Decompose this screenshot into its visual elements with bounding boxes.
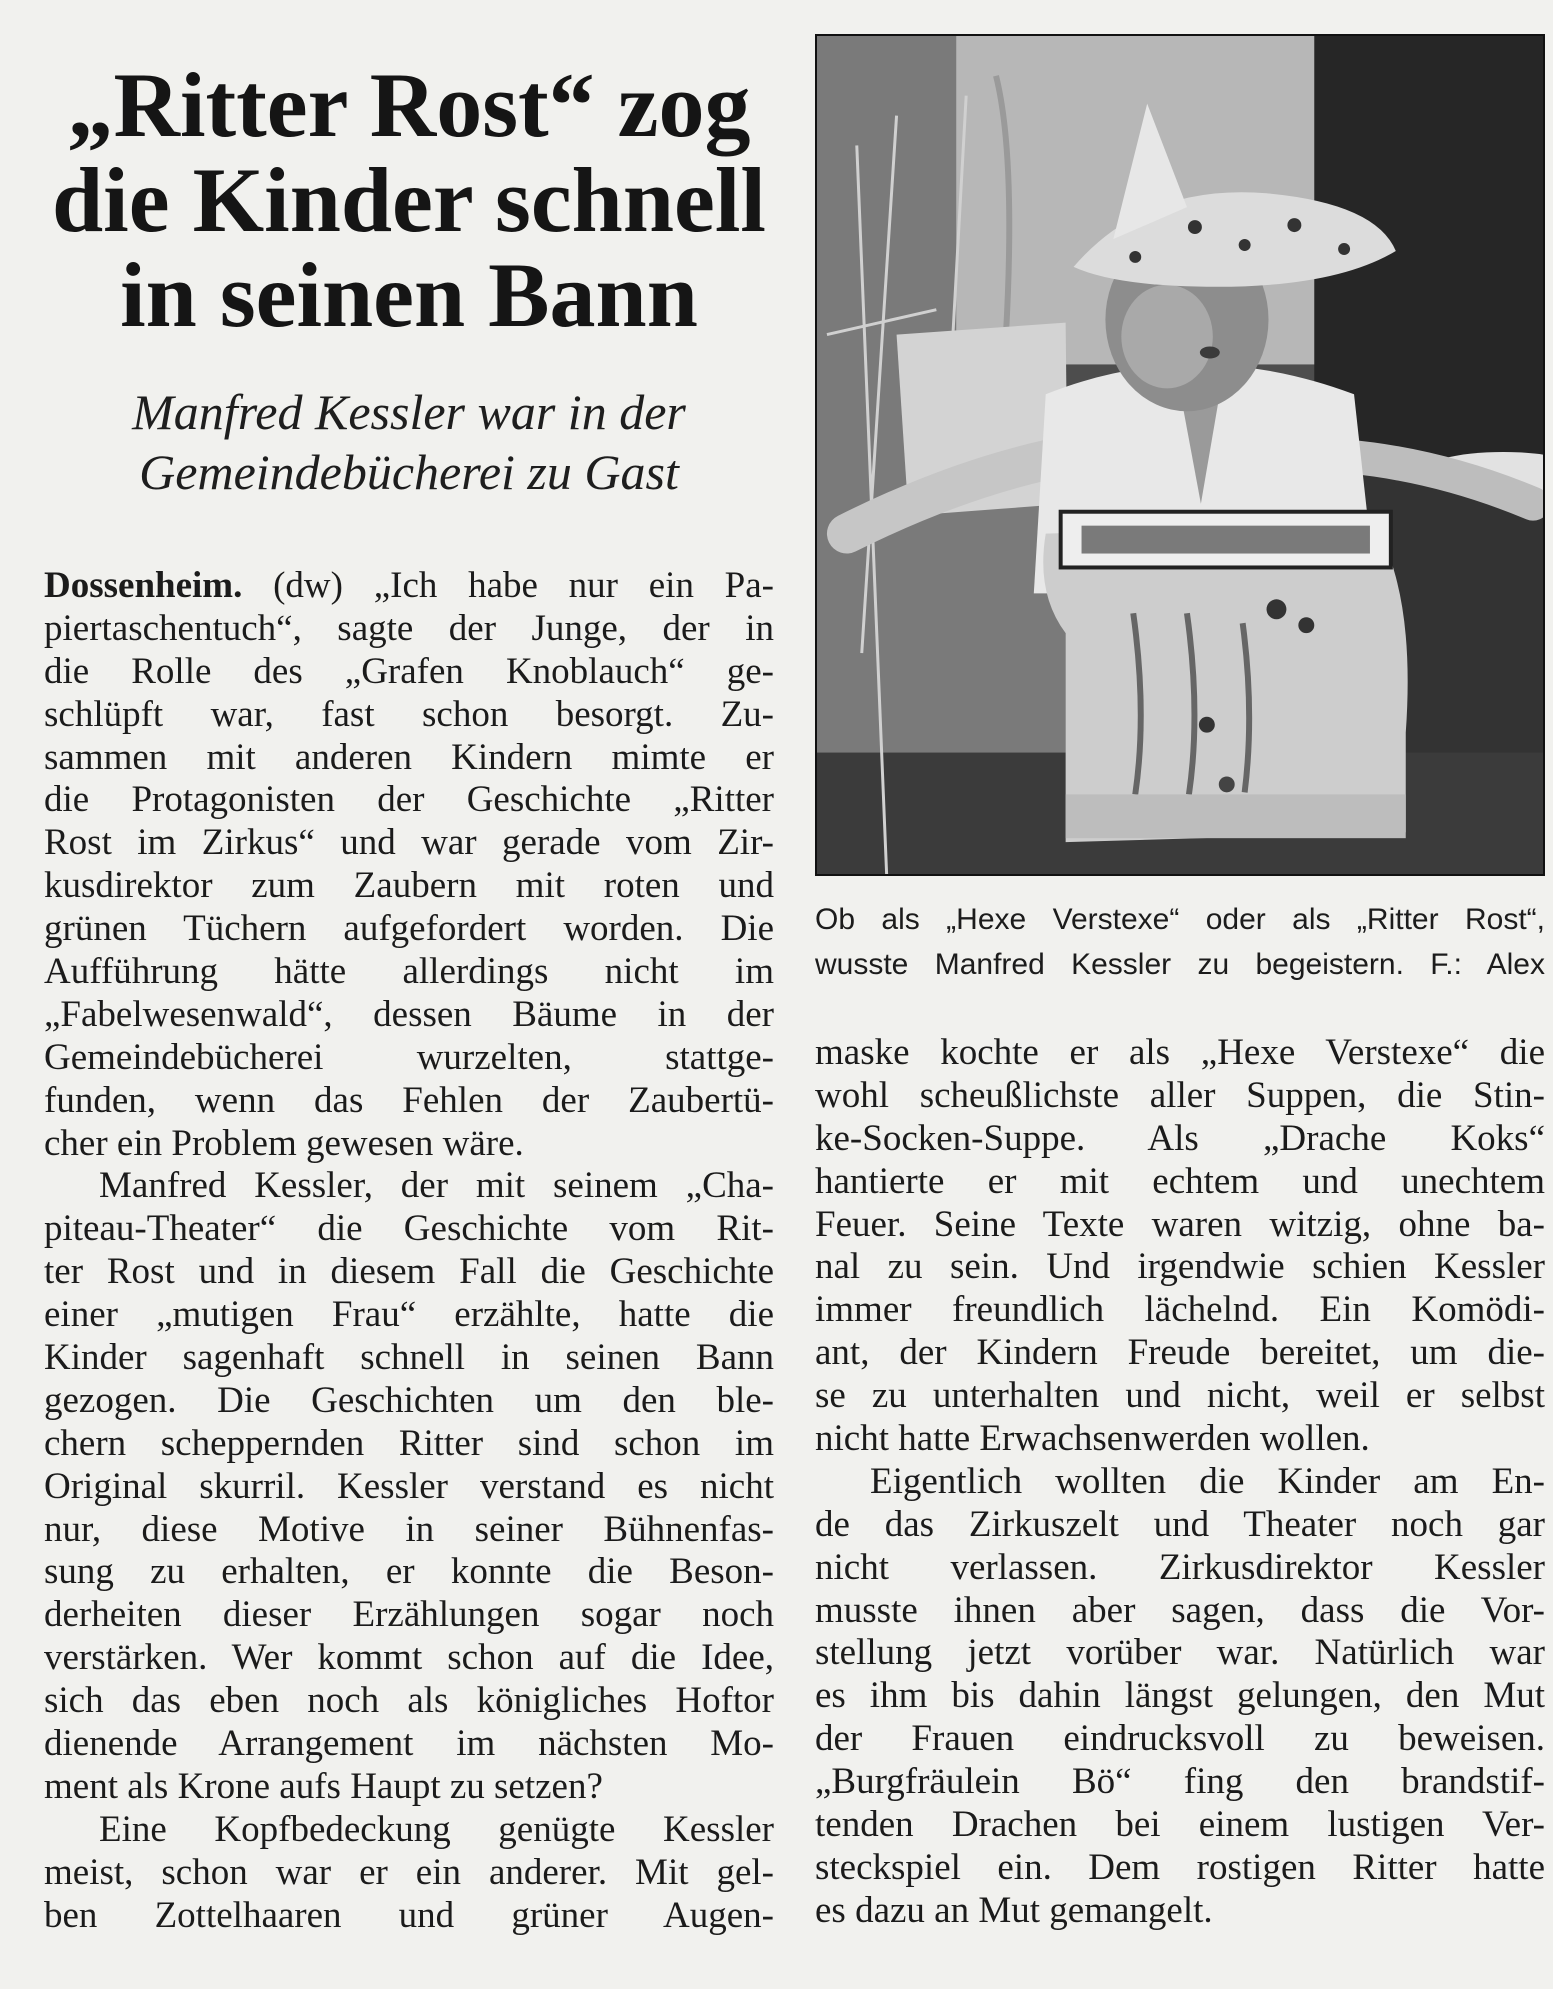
caption-line: Ob als „Hexe Verstexe“ oder als „Ritter Rost“, xyxy=(815,903,1545,936)
article-text-line: Manfred Kessler, der mit seinem „Cha- xyxy=(99,1165,774,1207)
article-text-line: piertaschentuch“, sagte der Junge, der in xyxy=(44,607,774,649)
article-text-line: sich das eben noch als königliches Hoftor xyxy=(44,1680,774,1722)
article-text-line: grünen Tüchern aufgefordert worden. Die xyxy=(44,908,774,950)
article-text-line: meist, schon war er ein anderer. Mit gel- xyxy=(44,1851,774,1893)
article-text-line: derheiten dieser Erzählungen sogar noch xyxy=(44,1594,774,1636)
article-text-line: Eigentlich wollten die Kinder am En- xyxy=(870,1460,1545,1502)
headline xyxy=(44,54,774,346)
article-text-line: stellung jetzt vorüber war. Natürlich war xyxy=(815,1632,1545,1674)
headline-line: die Kinder schnell xyxy=(52,149,766,251)
photo-caption xyxy=(815,897,1545,987)
headline-line: „Ritter Rost“ zog xyxy=(67,54,751,156)
article-text-line: Rost im Zirkus“ und war gerade vom Zir- xyxy=(44,822,774,864)
article-column-left xyxy=(44,565,774,1938)
article-text-line: ben Zottelhaaren und grüner Augen- xyxy=(44,1894,774,1936)
article-text-line: kusdirektor zum Zaubern mit roten und xyxy=(44,865,774,907)
article-text-line: Aufführung hätte allerdings nicht im xyxy=(44,951,774,993)
article-text-line: immer freundlich lächelnd. Ein Komödi- xyxy=(815,1289,1545,1331)
article-text-line: maske kochte er als „Hexe Verstexe“ die xyxy=(815,1032,1545,1073)
article-text-line: chern scheppernden Ritter sind schon im xyxy=(44,1422,774,1464)
dateline: Dossenheim. xyxy=(44,565,243,606)
article-text-line: se zu unterhalten und nicht, weil er selbst xyxy=(815,1375,1545,1417)
article-column-right xyxy=(815,1032,1545,1933)
subheadline-line: Manfred Kessler war in der xyxy=(132,384,686,440)
article-text-line: ke-Socken-Suppe. Als „Drache Koks“ xyxy=(815,1117,1545,1159)
article-text-line: es dazu an Mut gemangelt. xyxy=(815,1889,1213,1931)
article-photo xyxy=(815,34,1545,876)
article-text-line: sung zu erhalten, er konnte die Beson- xyxy=(44,1551,774,1593)
article-text-line: steckspiel ein. Dem rostigen Ritter hatte xyxy=(815,1846,1545,1888)
article-text-line: schlüpft war, fast schon besorgt. Zu- xyxy=(44,693,774,735)
article-text-line: cher ein Problem gewesen wäre. xyxy=(44,1122,524,1164)
article-text-line: ment als Krone aufs Haupt zu setzen? xyxy=(44,1765,603,1807)
article-text-line: die Protagonisten der Geschichte „Ritter xyxy=(44,779,774,821)
article-text-line: es ihm bis dahin längst gelungen, den Mut xyxy=(815,1675,1545,1717)
article-text-line: verstärken. Wer kommt schon auf die Idee, xyxy=(44,1637,774,1679)
article-text-line: Eine Kopfbedeckung genügte Kessler xyxy=(99,1808,774,1850)
article-text-line: tenden Drachen bei einem lustigen Ver- xyxy=(815,1804,1545,1846)
caption-line: wusste Manfred Kessler zu begeistern. F.: Alex xyxy=(815,948,1545,981)
article-text-line: Kinder sagenhaft schnell in seinen Bann xyxy=(44,1337,774,1379)
article-text-line: sammen mit anderen Kindern mimte er xyxy=(44,736,774,778)
article-text-line: Gemeindebücherei wurzelten, stattge- xyxy=(44,1036,774,1078)
cardboard-prop xyxy=(1043,512,1407,842)
article-text-line: wohl scheußlichste aller Suppen, die Stin- xyxy=(815,1074,1545,1116)
article-text-line: nal zu sein. Und irgendwie schien Kessler xyxy=(815,1246,1545,1288)
article-text-fragment: (dw) „Ich habe nur ein Pa- xyxy=(273,565,774,606)
article-text-line: nicht verlassen. Zirkusdirektor Kessler xyxy=(815,1546,1545,1588)
article-text-line: nur, diese Motive in seiner Bühnenfas- xyxy=(44,1508,774,1550)
article-text-line: einer „mutigen Frau“ erzählte, hatte die xyxy=(44,1294,774,1336)
article-text-line: die Rolle des „Grafen Knoblauch“ ge- xyxy=(44,650,774,692)
article-text-line: gezogen. Die Geschichten um den ble- xyxy=(44,1379,774,1421)
article-text-line: hantierte er mit echtem und unechtem xyxy=(815,1160,1545,1202)
article-text-line: Feuer. Seine Texte waren witzig, ohne ba- xyxy=(815,1203,1545,1245)
photo-image xyxy=(817,36,1543,874)
article-text-line: ant, der Kindern Freude bereitet, um die- xyxy=(815,1332,1545,1374)
article-text-line: „Burgfräulein Bö“ fing den brandstif- xyxy=(815,1761,1545,1803)
headline-line: in seinen Bann xyxy=(120,244,698,346)
subheadline xyxy=(44,382,774,502)
article-text-line: piteau-Theater“ die Geschichte vom Rit- xyxy=(44,1208,774,1250)
article-text-line: de das Zirkuszelt und Theater noch gar xyxy=(815,1503,1545,1545)
article-text-line: ter Rost und in diesem Fall die Geschichte xyxy=(44,1251,774,1293)
article-text-line: Original skurril. Kessler verstand es nicht xyxy=(44,1465,774,1507)
subheadline-line: Gemeindebücherei zu Gast xyxy=(139,444,679,500)
article-text-line: „Fabelwesenwald“, dessen Bäume in der xyxy=(44,993,774,1035)
article-text-line: musste ihnen aber sagen, dass die Vor- xyxy=(815,1589,1545,1631)
article-text-line: der Frauen eindrucksvoll zu beweisen. xyxy=(815,1718,1545,1760)
article-text-line: funden, wenn das Fehlen der Zaubertü- xyxy=(44,1079,774,1121)
article-text-line: nicht hatte Erwachsenwerden wollen. xyxy=(815,1418,1370,1460)
article-text-line: dienende Arrangement im nächsten Mo- xyxy=(44,1723,774,1765)
article-text-line xyxy=(44,565,774,608)
